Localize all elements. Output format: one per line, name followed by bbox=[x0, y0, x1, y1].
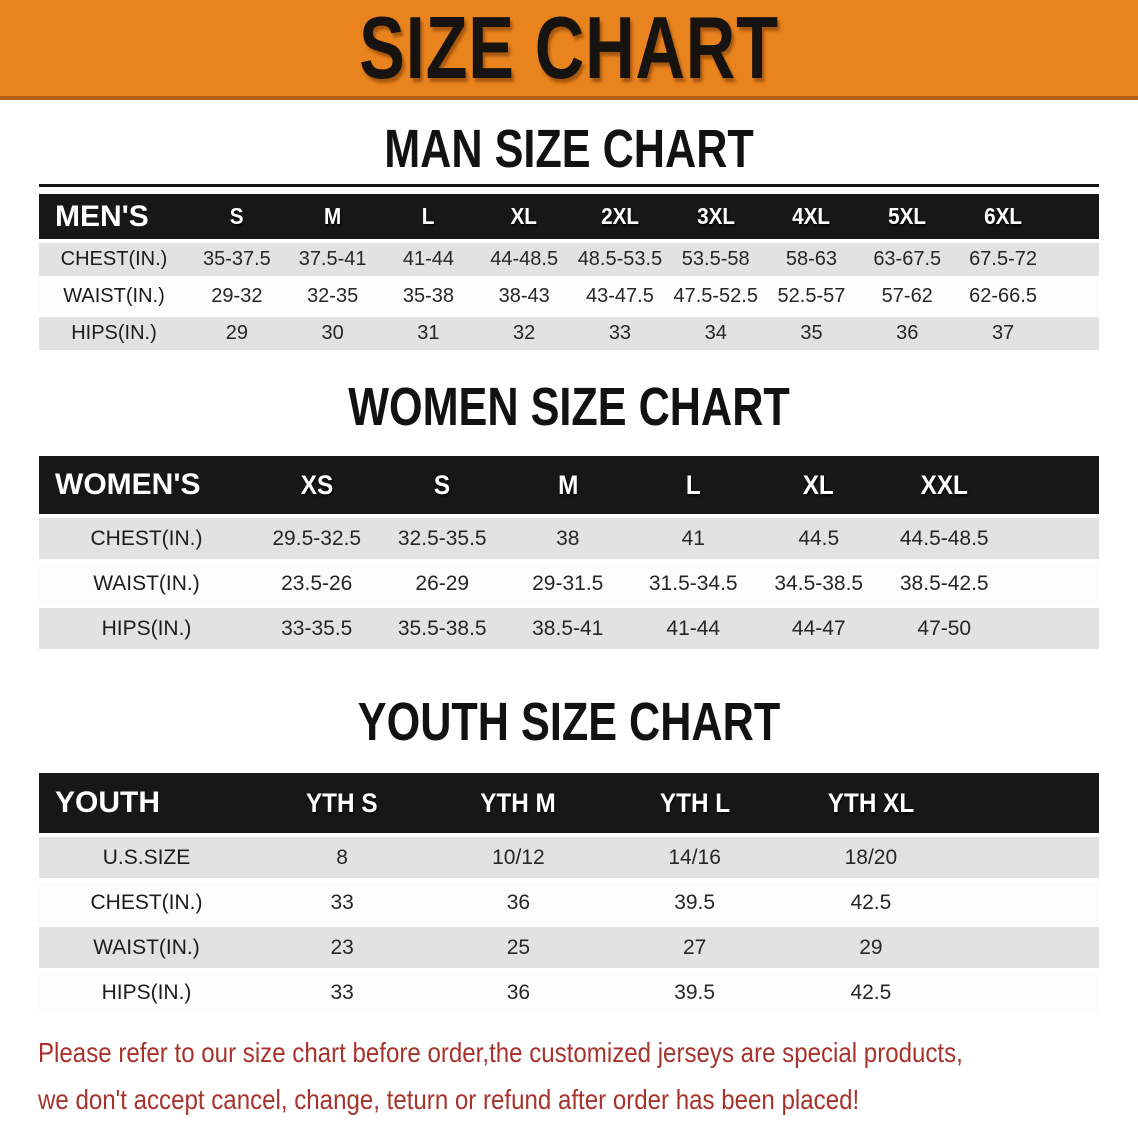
value-cell: 33-35.5 bbox=[254, 608, 380, 649]
men-section-heading-text: MAN SIZE CHART bbox=[384, 119, 754, 179]
value-cell: 29.5-32.5 bbox=[254, 518, 380, 559]
men-size-column-header: XL bbox=[476, 194, 572, 239]
value-cell: 36 bbox=[430, 882, 606, 923]
value-cell: 44.5-48.5 bbox=[882, 518, 1008, 559]
men-group-label: MEN'S bbox=[39, 194, 189, 239]
row-label: WAIST(IN.) bbox=[39, 280, 189, 313]
value-cell: 35-38 bbox=[381, 280, 477, 313]
value-cell: 57-62 bbox=[859, 280, 955, 313]
row-label: U.S.SIZE bbox=[39, 837, 254, 878]
value-cell: 31.5-34.5 bbox=[631, 563, 757, 604]
value-cell: 48.5-53.5 bbox=[572, 243, 668, 276]
women-table bbox=[39, 452, 1099, 653]
value-cell: 18/20 bbox=[783, 837, 959, 878]
value-cell: 36 bbox=[859, 317, 955, 350]
spacer-cell bbox=[959, 927, 1099, 968]
women-size-column-header: XS bbox=[254, 456, 380, 514]
value-cell: 44.5 bbox=[756, 518, 882, 559]
row-label: HIPS(IN.) bbox=[39, 972, 254, 1013]
value-cell: 38.5-41 bbox=[505, 608, 631, 649]
spacer-cell bbox=[959, 972, 1099, 1013]
women-size-column-header: XL bbox=[756, 456, 882, 514]
youth-ussize-row bbox=[39, 837, 1099, 878]
men-chest-row bbox=[39, 243, 1099, 276]
value-cell: 8 bbox=[254, 837, 430, 878]
value-cell: 34 bbox=[668, 317, 764, 350]
women-size-column-header: S bbox=[380, 456, 506, 514]
value-cell: 42.5 bbox=[783, 882, 959, 923]
value-cell: 29 bbox=[189, 317, 285, 350]
value-cell: 34.5-38.5 bbox=[756, 563, 882, 604]
row-label: WAIST(IN.) bbox=[39, 927, 254, 968]
youth-section-heading bbox=[0, 692, 1138, 752]
men-waist-row bbox=[39, 280, 1099, 313]
value-cell: 41 bbox=[631, 518, 757, 559]
notice-line-1: Please refer to our size chart before order,the customized jerseys are special products, bbox=[38, 1037, 963, 1068]
women-section-heading bbox=[0, 377, 1138, 437]
women-chest-row bbox=[39, 518, 1099, 559]
women-size-column-header: M bbox=[505, 456, 631, 514]
value-cell: 31 bbox=[381, 317, 477, 350]
youth-section-heading-text: YOUTH SIZE CHART bbox=[357, 692, 781, 752]
men-section-heading bbox=[0, 119, 1138, 179]
spacer-cell bbox=[959, 837, 1099, 878]
value-cell: 39.5 bbox=[607, 882, 783, 923]
row-label: CHEST(IN.) bbox=[39, 882, 254, 923]
youth-size-column-header: YTH S bbox=[254, 773, 430, 833]
value-cell: 35 bbox=[764, 317, 860, 350]
value-cell: 33 bbox=[254, 882, 430, 923]
row-label: CHEST(IN.) bbox=[39, 243, 189, 276]
women-waist-row bbox=[39, 563, 1099, 604]
men-size-column-header: 3XL bbox=[668, 194, 764, 239]
spacer-cell bbox=[1007, 456, 1099, 514]
value-cell: 39.5 bbox=[607, 972, 783, 1013]
value-cell: 25 bbox=[430, 927, 606, 968]
spacer-cell bbox=[959, 882, 1099, 923]
spacer-cell bbox=[1007, 563, 1099, 604]
value-cell: 38.5-42.5 bbox=[882, 563, 1008, 604]
women-section-heading-text: WOMEN SIZE CHART bbox=[348, 377, 790, 437]
women-table-header-row bbox=[39, 456, 1099, 514]
value-cell: 42.5 bbox=[783, 972, 959, 1013]
value-cell: 23.5-26 bbox=[254, 563, 380, 604]
value-cell: 58-63 bbox=[764, 243, 860, 276]
row-label: WAIST(IN.) bbox=[39, 563, 254, 604]
value-cell: 32.5-35.5 bbox=[380, 518, 506, 559]
value-cell: 37.5-41 bbox=[285, 243, 381, 276]
youth-size-column-header: YTH XL bbox=[783, 773, 959, 833]
men-size-column-header: S bbox=[189, 194, 285, 239]
women-hips-row bbox=[39, 608, 1099, 649]
men-size-column-header: 6XL bbox=[955, 194, 1051, 239]
value-cell: 33 bbox=[254, 972, 430, 1013]
men-table bbox=[39, 190, 1099, 354]
youth-size-column-header: YTH L bbox=[607, 773, 783, 833]
value-cell: 44-47 bbox=[756, 608, 882, 649]
youth-size-column-header: YTH M bbox=[430, 773, 606, 833]
value-cell: 26-29 bbox=[380, 563, 506, 604]
row-label: HIPS(IN.) bbox=[39, 608, 254, 649]
men-size-column-header: 4XL bbox=[764, 194, 860, 239]
row-label: CHEST(IN.) bbox=[39, 518, 254, 559]
spacer-cell bbox=[1051, 194, 1099, 239]
value-cell: 30 bbox=[285, 317, 381, 350]
value-cell: 52.5-57 bbox=[764, 280, 860, 313]
spacer-cell bbox=[1007, 608, 1099, 649]
women-size-column-header: L bbox=[631, 456, 757, 514]
men-hips-row bbox=[39, 317, 1099, 350]
value-cell: 43-47.5 bbox=[572, 280, 668, 313]
value-cell: 53.5-58 bbox=[668, 243, 764, 276]
value-cell: 14/16 bbox=[607, 837, 783, 878]
row-label: HIPS(IN.) bbox=[39, 317, 189, 350]
spacer-cell bbox=[1007, 518, 1099, 559]
youth-chest-row bbox=[39, 882, 1099, 923]
youth-table-header-row bbox=[39, 773, 1099, 833]
men-size-table bbox=[39, 184, 1099, 354]
youth-size-table bbox=[39, 769, 1099, 1017]
value-cell: 36 bbox=[430, 972, 606, 1013]
youth-waist-row bbox=[39, 927, 1099, 968]
value-cell: 44-48.5 bbox=[476, 243, 572, 276]
men-size-column-header: M bbox=[285, 194, 381, 239]
value-cell: 32 bbox=[476, 317, 572, 350]
notice-line-2: we don't accept cancel, change, teturn or refund after order has been placed! bbox=[38, 1084, 860, 1115]
value-cell: 23 bbox=[254, 927, 430, 968]
women-size-column-header: XXL bbox=[882, 456, 1008, 514]
men-size-column-header: L bbox=[381, 194, 477, 239]
value-cell: 38-43 bbox=[476, 280, 572, 313]
spacer-cell bbox=[1051, 280, 1099, 313]
value-cell: 38 bbox=[505, 518, 631, 559]
value-cell: 29 bbox=[783, 927, 959, 968]
footer-notice bbox=[38, 1029, 1138, 1123]
value-cell: 41-44 bbox=[631, 608, 757, 649]
value-cell: 10/12 bbox=[430, 837, 606, 878]
value-cell: 41-44 bbox=[381, 243, 477, 276]
value-cell: 29-32 bbox=[189, 280, 285, 313]
spacer-cell bbox=[1051, 317, 1099, 350]
value-cell: 47-50 bbox=[882, 608, 1008, 649]
value-cell: 67.5-72 bbox=[955, 243, 1051, 276]
men-size-column-header: 2XL bbox=[572, 194, 668, 239]
youth-hips-row bbox=[39, 972, 1099, 1013]
women-group-label: WOMEN'S bbox=[39, 456, 254, 514]
value-cell: 47.5-52.5 bbox=[668, 280, 764, 313]
men-table-header-row bbox=[39, 194, 1099, 239]
value-cell: 29-31.5 bbox=[505, 563, 631, 604]
banner bbox=[0, 0, 1138, 100]
women-size-table bbox=[39, 452, 1099, 653]
men-size-column-header: 5XL bbox=[859, 194, 955, 239]
value-cell: 62-66.5 bbox=[955, 280, 1051, 313]
spacer-cell bbox=[959, 773, 1099, 833]
banner-title: SIZE CHART bbox=[359, 0, 779, 97]
value-cell: 27 bbox=[607, 927, 783, 968]
value-cell: 35.5-38.5 bbox=[380, 608, 506, 649]
youth-group-label: YOUTH bbox=[39, 773, 254, 833]
value-cell: 37 bbox=[955, 317, 1051, 350]
spacer-cell bbox=[1051, 243, 1099, 276]
value-cell: 63-67.5 bbox=[859, 243, 955, 276]
value-cell: 33 bbox=[572, 317, 668, 350]
youth-table bbox=[39, 769, 1099, 1017]
value-cell: 32-35 bbox=[285, 280, 381, 313]
value-cell: 35-37.5 bbox=[189, 243, 285, 276]
